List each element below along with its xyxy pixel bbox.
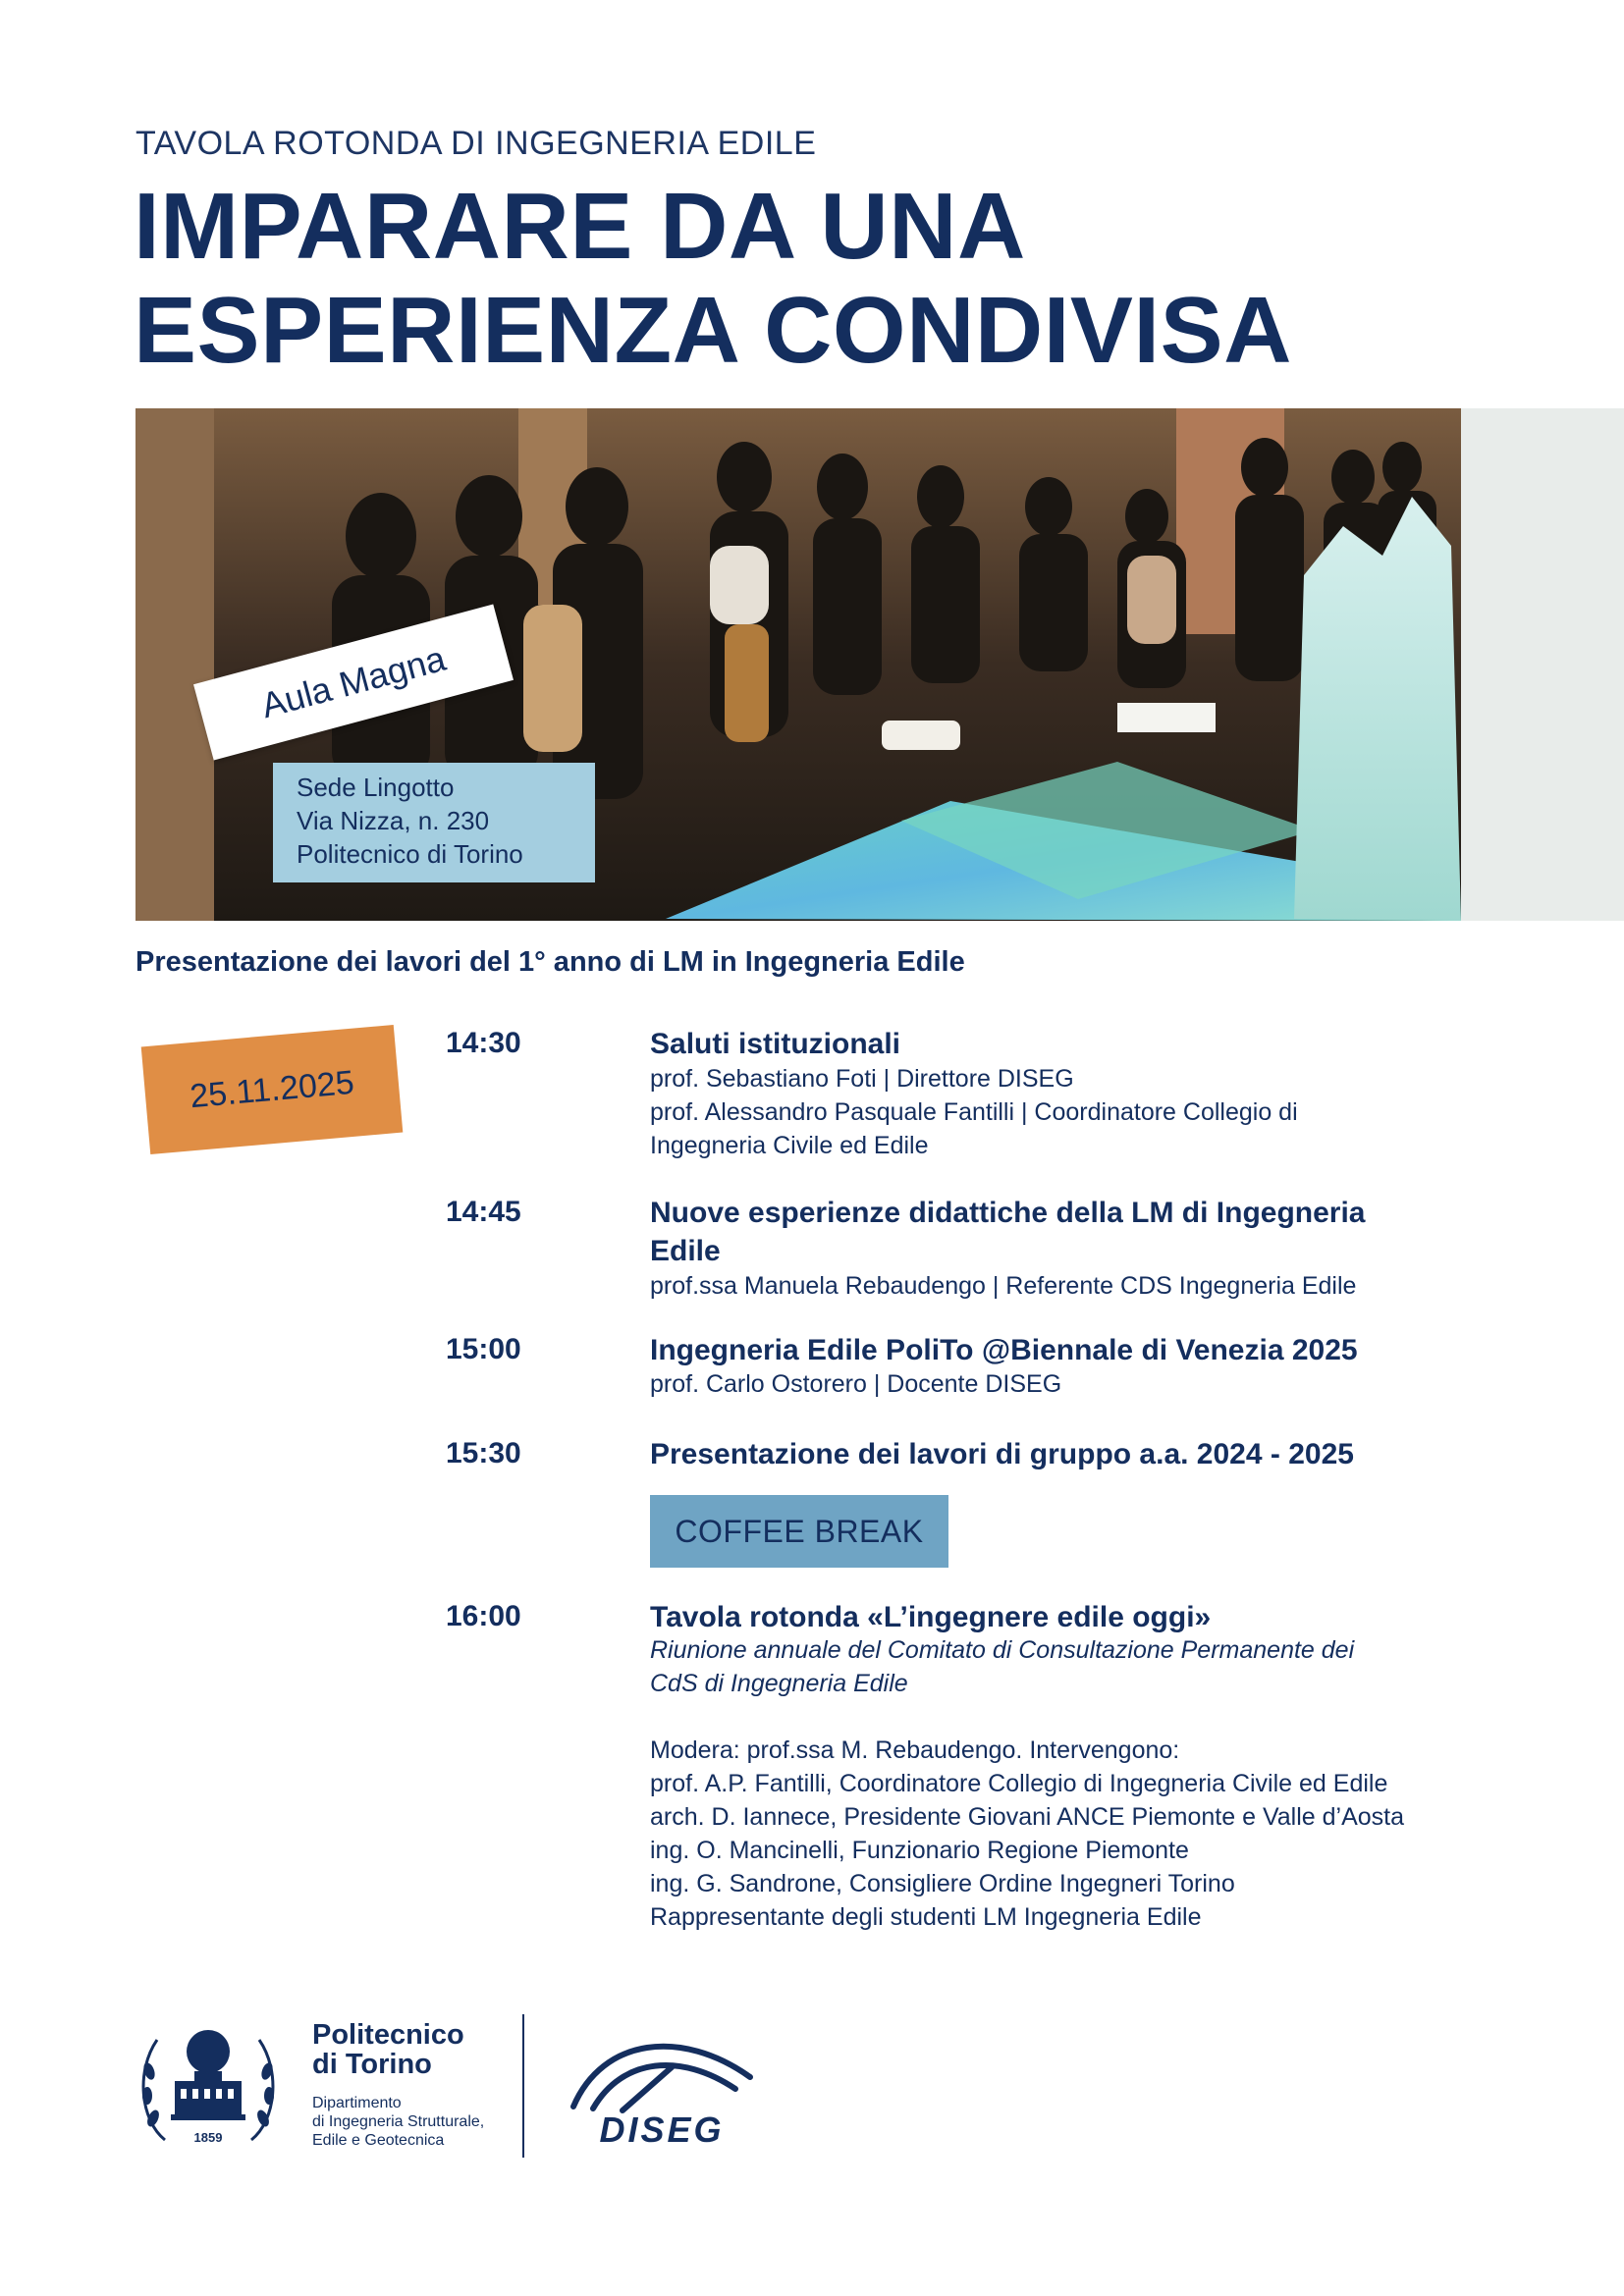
address-line: Politecnico di Torino xyxy=(297,839,523,869)
session-speaker: Rappresentante degli studenti LM Ingegneria Edile xyxy=(650,1903,1202,1931)
session-speaker: prof. Alessandro Pasquale Fantilli | Coordinatore Collegio di xyxy=(650,1098,1298,1126)
session-description: Riunione annuale del Comitato di Consultazione Permanente dei xyxy=(650,1636,1355,1664)
poli-name-line: di Torino xyxy=(312,2049,432,2080)
session-speaker: arch. D. Iannece, Presidente Giovani ANCE Piemonte e Valle d’Aosta xyxy=(650,1803,1405,1831)
session-time: 14:30 xyxy=(446,1027,521,1059)
dept-line: Dipartimento xyxy=(312,2095,402,2111)
session-speaker: prof. A.P. Fantilli, Coordinatore Collegio di Ingegneria Civile ed Edile xyxy=(650,1770,1388,1797)
footer-divider xyxy=(522,2014,524,2158)
session-speaker: prof. Carlo Ostorero | Docente DISEG xyxy=(650,1370,1062,1398)
event-subtitle: Presentazione dei lavori del 1° anno di LM in Ingegneria Edile xyxy=(135,946,965,978)
venue-address xyxy=(273,763,595,882)
diseg-logo-text: DISEG xyxy=(599,2109,725,2148)
dept-line: Edile e Geotecnica xyxy=(312,2132,445,2149)
address-line: Sede Lingotto xyxy=(297,773,455,802)
dept-line: di Ingegneria Strutturale, xyxy=(312,2113,485,2130)
session-time: 15:00 xyxy=(446,1333,521,1365)
session-speaker: ing. G. Sandrone, Consigliere Ordine Ingegneri Torino xyxy=(650,1870,1235,1897)
event-kicker: TAVOLA ROTONDA DI INGEGNERIA EDILE xyxy=(135,125,817,162)
session-title: Edile xyxy=(650,1235,721,1267)
session-speaker: Modera: prof.ssa M. Rebaudengo. Intervengono: xyxy=(650,1736,1180,1764)
session-title: Tavola rotonda «L’ingegnere edile oggi» xyxy=(650,1601,1212,1633)
poli-name-line: Politecnico xyxy=(312,2019,464,2051)
session-time: 15:30 xyxy=(446,1437,521,1469)
politecnico-name xyxy=(312,2020,464,2079)
event-date: 25.11.2025 xyxy=(141,1025,404,1154)
session-title: Presentazione dei lavori di gruppo a.a. 2024 - 2025 xyxy=(650,1438,1354,1470)
session-speaker: prof.ssa Manuela Rebaudengo | Referente CDS Ingegneria Edile xyxy=(650,1272,1357,1300)
venue-room-label: Aula Magna xyxy=(193,604,514,760)
session-title: Nuove esperienze didattiche della LM di Ingegneria xyxy=(650,1197,1366,1229)
politecnico-seal-logo xyxy=(135,2012,281,2160)
event-title xyxy=(134,175,1292,383)
title-line-2: ESPERIENZA CONDIVISA xyxy=(134,278,1292,383)
session-speaker: ing. O. Mancinelli, Funzionario Regione Piemonte xyxy=(650,1837,1189,1864)
session-title: Saluti istituzionali xyxy=(650,1028,901,1060)
session-time: 16:00 xyxy=(446,1600,521,1632)
coffee-break-badge: COFFEE BREAK xyxy=(650,1495,948,1568)
session-speaker: prof. Sebastiano Foti | Direttore DISEG xyxy=(650,1065,1074,1093)
title-line-1: IMPARARE DA UNA xyxy=(134,174,1026,279)
seal-year: 1859 xyxy=(193,2130,223,2145)
session-description: CdS di Ingegneria Edile xyxy=(650,1670,908,1697)
department-name xyxy=(312,2094,484,2150)
address-line: Via Nizza, n. 230 xyxy=(297,806,490,835)
diseg-logo xyxy=(564,2028,760,2148)
session-time: 14:45 xyxy=(446,1196,521,1228)
session-speaker: Ingegneria Civile ed Edile xyxy=(650,1132,929,1159)
session-title: Ingegneria Edile PoliTo @Biennale di Venezia 2025 xyxy=(650,1334,1358,1366)
